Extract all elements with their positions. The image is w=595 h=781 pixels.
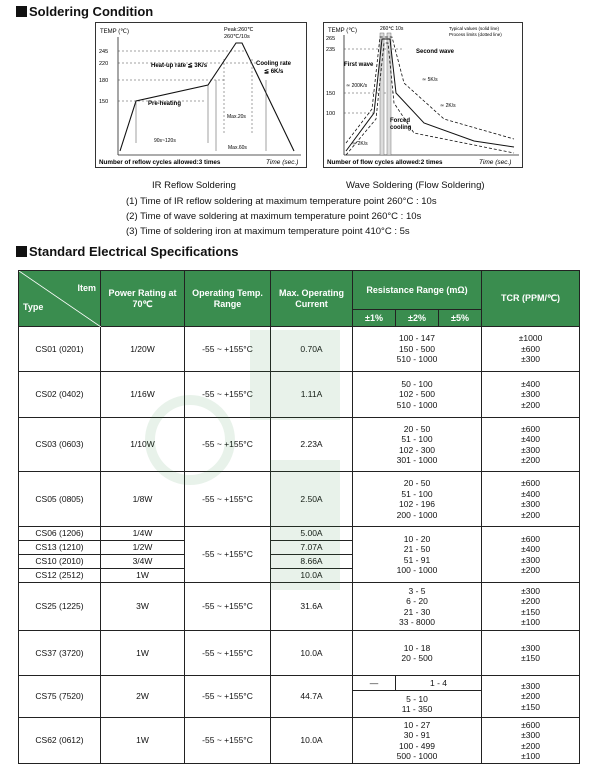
table-row <box>19 472 580 527</box>
spec-title-text: Standard Electrical Specifications <box>29 244 239 259</box>
power-cell: 1/16W <box>101 372 185 418</box>
tcr-cell: ±600 ±400 ±300 ±200 <box>482 418 580 472</box>
resistance-cell: 10 - 20 21 - 50 51 - 91 100 - 1000 <box>353 527 482 583</box>
square-bullet-icon <box>16 246 27 257</box>
wave-ytick: 265 <box>326 36 336 42</box>
type-cell: CS13 (1210) <box>19 541 101 555</box>
resistance-cell: 10 - 18 20 - 500 <box>353 631 482 676</box>
tcr-cell: ±600 ±400 ±300 ±200 <box>482 527 580 583</box>
type-cell: CS37 (3720) <box>19 631 101 676</box>
wave-r3: ≃ 2K/s <box>440 103 456 109</box>
wave-cooling: cooling <box>390 125 412 131</box>
power-cell: 1W <box>101 718 185 764</box>
current-cell: 10.0A <box>271 631 353 676</box>
current-cell: 5.00A <box>271 527 353 541</box>
wave-ytick: 100 <box>326 111 336 117</box>
type-cell: CS12 (2512) <box>19 569 101 583</box>
power-cell: 1/4W <box>101 527 185 541</box>
type-cell: CS75 (7520) <box>19 676 101 718</box>
power-cell: 1W <box>101 631 185 676</box>
wave-peak: 260℃ 10s <box>380 26 404 32</box>
reflow-cooling: Cooling rate <box>256 61 292 67</box>
reflow-cooling2: ≦ 6K/s <box>264 69 284 75</box>
resistance-cell: 5 - 10 11 - 350 <box>353 691 482 718</box>
power-cell: 1/20W <box>101 327 185 372</box>
wave-r1: ≃ 5K/s <box>422 77 438 83</box>
current-cell: 7.07A <box>271 541 353 555</box>
reflow-heatup: Heat-up rate ≦ 3K/s <box>151 63 208 69</box>
reflow-dur3: Max.60s <box>228 145 247 151</box>
current-cell: 2.23A <box>271 418 353 472</box>
current-cell: 0.70A <box>271 327 353 372</box>
header-temp: Operating Temp. Range <box>185 271 271 327</box>
wave-legend2: Process limits (dotted line) <box>449 32 502 37</box>
resistance-cell: 20 - 50 51 - 100 102 - 196 200 - 1000 <box>353 472 482 527</box>
wave-first: First wave <box>344 62 374 68</box>
table-row <box>19 718 580 764</box>
spec-section-title <box>16 244 239 259</box>
note-1: (1) Time of IR reflow soldering at maximum temperature point 260°C : 10s <box>126 196 437 207</box>
wave-ytick: 235 <box>326 47 336 53</box>
table-row <box>19 372 580 418</box>
reflow-preheat: Pre-heating <box>148 101 182 107</box>
header-tcr: TCR (PPM/℃) <box>482 271 580 327</box>
power-cell: 3W <box>101 583 185 631</box>
temp-cell: -55 ~ +155°C <box>185 472 271 527</box>
temp-cell: -55 ~ +155°C <box>185 676 271 718</box>
resistance-cell: 20 - 50 51 - 100 102 - 300 301 - 1000 <box>353 418 482 472</box>
temp-cell: -55 ~ +155°C <box>185 631 271 676</box>
power-cell: 3/4W <box>101 555 185 569</box>
reflow-temp-label: TEMP (℃) <box>100 29 129 35</box>
reflow-dur1: 90s~120s <box>154 138 176 144</box>
power-cell: 2W <box>101 676 185 718</box>
header-power: Power Rating at 70℃ <box>101 271 185 327</box>
table-row <box>19 676 580 691</box>
header-tol-1: ±1% <box>353 310 396 327</box>
type-cell: CS03 (0603) <box>19 418 101 472</box>
wave-r2: ≃ 200K/s <box>346 83 368 89</box>
wave-temp-label: TEMP (℃) <box>328 28 357 34</box>
diagonal-divider-icon <box>19 271 101 327</box>
resistance-cell: 10 - 27 30 - 91 100 - 499 500 - 1000 <box>353 718 482 764</box>
soldering-title-text: Soldering Condition <box>29 4 154 19</box>
type-cell: CS62 (0612) <box>19 718 101 764</box>
temp-cell: -55 ~ +155°C <box>185 327 271 372</box>
tcr-cell: ±600 ±300 ±200 ±100 <box>482 718 580 764</box>
soldering-section-title <box>16 4 153 19</box>
note-3: (3) Time of soldering iron at maximum temperature point 410°C : 5s <box>126 226 410 237</box>
current-cell: 2.50A <box>271 472 353 527</box>
tcr-cell: ±1000 ±600 ±300 <box>482 327 580 372</box>
reflow-ytick: 150 <box>99 99 109 105</box>
note-2: (2) Time of wave soldering at maximum temperature point 260°C : 10s <box>126 211 422 222</box>
wave-forced: Forced <box>390 118 411 124</box>
tcr-cell: ±600 ±400 ±300 ±200 <box>482 472 580 527</box>
table-row <box>19 418 580 472</box>
tcr-cell: ±300 ±150 <box>482 631 580 676</box>
current-cell: 1.11A <box>271 372 353 418</box>
current-cell: 31.6A <box>271 583 353 631</box>
reflow-peak2: 260℃/10s <box>224 34 250 40</box>
temp-cell: -55 ~ +155°C <box>185 583 271 631</box>
type-cell: CS05 (0805) <box>19 472 101 527</box>
table-row <box>19 631 580 676</box>
tcr-cell: ±300 ±200 ±150 <box>482 676 580 718</box>
resistance-cell: 1 - 4 <box>396 676 482 691</box>
power-cell: 1/10W <box>101 418 185 472</box>
header-tol-2: ±2% <box>396 310 439 327</box>
wave-ytick: 150 <box>326 91 336 97</box>
reflow-peak: Peak:260℃ <box>224 27 254 33</box>
type-cell: CS10 (2010) <box>19 555 101 569</box>
current-cell: 8.66A <box>271 555 353 569</box>
reflow-time: Time (sec.) <box>266 159 299 166</box>
power-cell: 1/2W <box>101 541 185 555</box>
wave-r4: ≃ 2K/s <box>352 141 368 147</box>
temp-cell: -55 ~ +155°C <box>185 527 271 583</box>
table-row <box>19 327 580 372</box>
header-item-type <box>19 271 101 327</box>
reflow-ytick: 220 <box>99 61 109 67</box>
resistance-cell: 50 - 100 102 - 500 510 - 1000 <box>353 372 482 418</box>
current-cell: 10.0A <box>271 718 353 764</box>
spec-table <box>18 270 580 764</box>
reflow-caption: IR Reflow Soldering <box>152 180 236 191</box>
resistance-cell: 100 - 147 150 - 500 510 - 1000 <box>353 327 482 372</box>
type-cell: CS01 (0201) <box>19 327 101 372</box>
header-current: Max. Operating Current <box>271 271 353 327</box>
wave-second: Second wave <box>416 49 455 55</box>
resistance-dash-cell: — <box>353 676 396 691</box>
current-cell: 10.0A <box>271 569 353 583</box>
reflow-dur2: Max.20s <box>227 114 246 120</box>
table-row <box>19 527 580 541</box>
reflow-ytick: 245 <box>99 49 109 55</box>
wave-cycles: Number of flow cycles allowed:2 times <box>327 159 443 166</box>
temp-cell: -55 ~ +155°C <box>185 718 271 764</box>
header-resistance: Resistance Range (mΩ) <box>353 271 482 310</box>
current-cell: 44.7A <box>271 676 353 718</box>
type-cell: CS02 (0402) <box>19 372 101 418</box>
wave-legend1: Typical values (solid line) <box>449 26 500 31</box>
wave-time: Time (sec.) <box>479 159 512 166</box>
temp-cell: -55 ~ +155°C <box>185 372 271 418</box>
square-bullet-icon <box>16 6 27 17</box>
temp-cell: -55 ~ +155°C <box>185 418 271 472</box>
reflow-chart <box>95 22 307 168</box>
power-cell: 1W <box>101 569 185 583</box>
header-type: Type <box>23 301 44 312</box>
type-cell: CS25 (1225) <box>19 583 101 631</box>
type-cell: CS06 (1206) <box>19 527 101 541</box>
header-tol-5: ±5% <box>439 310 482 327</box>
power-cell: 1/8W <box>101 472 185 527</box>
tcr-cell: ±400 ±300 ±200 <box>482 372 580 418</box>
reflow-cycles: Number of reflow cycles allowed:3 times <box>99 159 221 166</box>
table-row <box>19 583 580 631</box>
tcr-cell: ±300 ±200 ±150 ±100 <box>482 583 580 631</box>
header-item: Item <box>77 283 96 293</box>
wave-caption: Wave Soldering (Flow Soldering) <box>346 180 485 191</box>
resistance-cell: 3 - 5 6 - 20 21 - 30 33 - 8000 <box>353 583 482 631</box>
wave-chart <box>323 22 523 168</box>
reflow-ytick: 180 <box>99 78 109 84</box>
